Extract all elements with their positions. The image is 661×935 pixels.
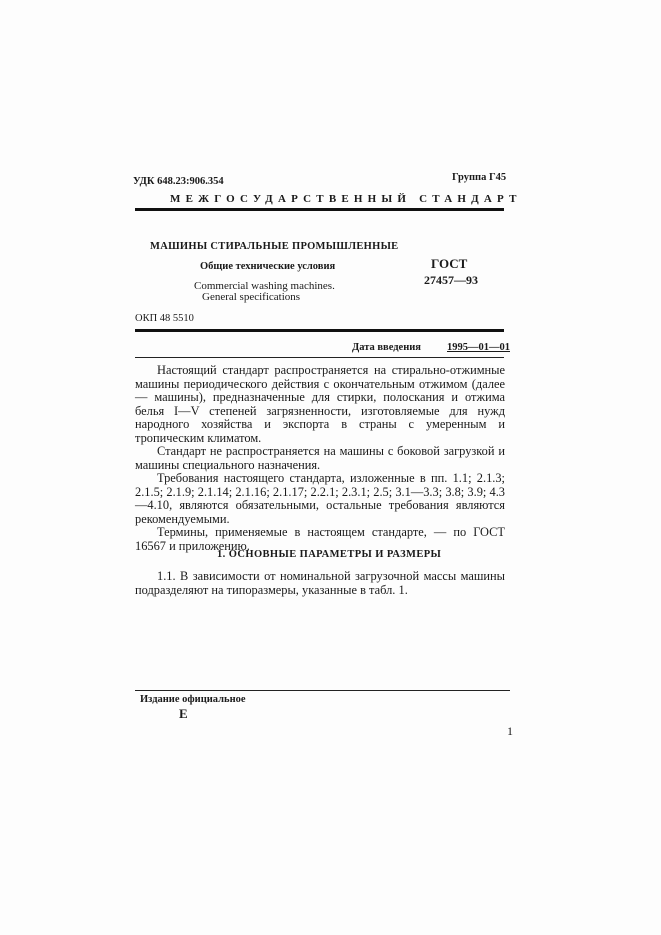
standard-subtitle: Общие технические условия — [200, 261, 336, 272]
section-heading: 1. ОСНОВНЫЕ ПАРАМЕТРЫ И РАЗМЕРЫ — [217, 549, 442, 560]
intro-date-label: Дата введения — [352, 342, 421, 353]
group-code: Группа Г45 — [452, 172, 507, 183]
banner-rule — [135, 208, 504, 211]
standard-title: МАШИНЫ СТИРАЛЬНЫЕ ПРОМЫШЛЕННЫЕ — [150, 241, 399, 252]
body-text — [135, 364, 505, 553]
footer-rule — [135, 690, 510, 691]
intro-date-value: 1995—01—01 — [447, 342, 510, 353]
title-rule — [135, 329, 504, 332]
english-title-line2: General specifications — [202, 291, 301, 303]
section-body — [135, 570, 505, 597]
edition-label: Издание официальное — [140, 694, 246, 705]
udk-code: УДК 648.23:906.354 — [133, 176, 224, 187]
paragraph-scope: Настоящий стандарт распространяется на стирально-отжимные машины периодического действия с окончательным отжимом (далее — машины), предназначенные для стирки, полоскания и отжима белья I—V степеней загрязненности, изготовляемые для нужд народного хозяйства и экспорта в страны с умеренным и тропическим климатом. — [135, 363, 505, 445]
standard-banner: МЕЖГОСУДАРСТВЕННЫЙ СТАНДАРТ — [170, 193, 522, 205]
paragraph-exclusions: Стандарт не распространяется на машины с боковой загрузкой и машины специального назначения. — [135, 444, 505, 472]
edition-letter: Е — [179, 706, 188, 721]
gost-label: ГОСТ — [431, 256, 468, 271]
english-title-line1: Commercial washing machines. — [194, 280, 335, 292]
date-rule — [135, 357, 504, 358]
gost-number: 27457—93 — [424, 273, 478, 287]
paragraph-1-1: 1.1. В зависимости от номинальной загрузочной массы машины подразделяют на типоразмеры, указанные в табл. 1. — [135, 569, 505, 597]
okp-code: ОКП 48 5510 — [135, 313, 194, 324]
page-number: 1 — [507, 724, 513, 738]
paragraph-requirements: Требования настоящего стандарта, изложенные в пп. 1.1; 2.1.3; 2.1.5; 2.1.9; 2.1.14; 2.1.16; 2.1.17; 2.2.1; 2.3.1; 2.5; 3.1—3.3; 3.8; 3.9; 4.3—4.10, являются обязательными, остальные требования являются рекомендуемыми. — [135, 471, 505, 526]
paragraph-terms: Термины, применяемые в настоящем стандарте, — по ГОСТ 16567 и приложению. — [135, 525, 505, 553]
